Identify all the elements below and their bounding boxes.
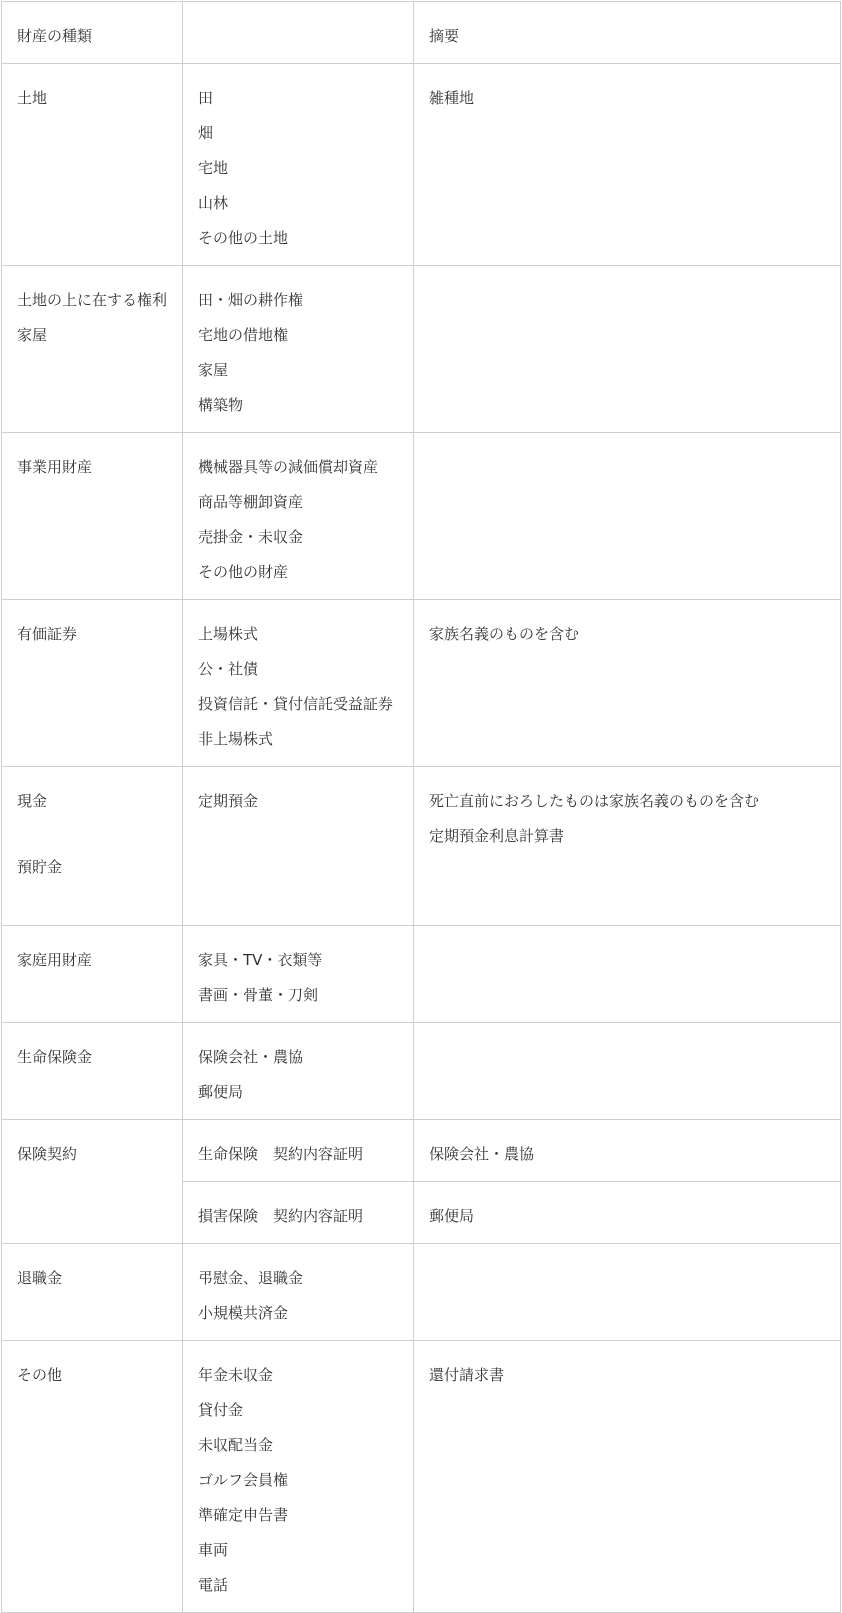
table-row	[2, 1023, 841, 1120]
table-row	[2, 926, 841, 1023]
notes-cell	[414, 64, 841, 266]
items-cell	[183, 926, 414, 1023]
item-text: その他の財産	[198, 563, 289, 581]
notes-cell	[414, 767, 841, 926]
category-cell: 現金 預貯金	[2, 767, 183, 926]
items-cell	[183, 1182, 414, 1244]
category-cell: 事業用財産	[2, 433, 183, 600]
header-blank	[183, 2, 414, 64]
notes-cell	[414, 926, 841, 1023]
item-text: 構築物	[198, 396, 244, 414]
item-text: 弔慰金、退職金	[198, 1269, 304, 1287]
category-cell: 生命保険金	[2, 1023, 183, 1120]
items-cell	[183, 1244, 414, 1341]
items-cell	[183, 433, 414, 600]
table-row	[2, 600, 841, 767]
note-text: 還付請求書	[429, 1366, 505, 1384]
item-text: 田	[198, 89, 214, 107]
notes-cell	[414, 1341, 841, 1613]
item-text: 貸付金	[198, 1401, 244, 1419]
item-text: 未収配当金	[198, 1436, 274, 1454]
category-cell: 土地の上に在する権利家屋	[2, 266, 183, 433]
items-cell	[183, 600, 414, 767]
item-text: 書画・骨董・刀剣	[198, 986, 319, 1004]
category-cell: その他	[2, 1341, 183, 1613]
items-cell	[183, 1341, 414, 1613]
item-text: 畑	[198, 124, 214, 142]
item-text: 宅地の借地権	[198, 326, 289, 344]
item-text: 宅地	[198, 159, 229, 177]
item-text: 田・畑の耕作権	[198, 291, 304, 309]
items-cell	[183, 767, 414, 926]
table-header-row	[2, 2, 841, 64]
note-text: 保険会社・農協	[429, 1145, 535, 1163]
item-text: 生命保険 契約内容証明	[198, 1145, 364, 1163]
item-text: 定期預金	[198, 792, 259, 810]
note-text: 死亡直前におろしたものは家族名義のものを含む	[429, 792, 760, 810]
item-text: ゴルフ会員権	[198, 1471, 289, 1489]
item-text: 売掛金・未収金	[198, 528, 304, 546]
category-cell: 家庭用財産	[2, 926, 183, 1023]
item-text: 小規模共済金	[198, 1304, 289, 1322]
item-text: 損害保険 契約内容証明	[198, 1207, 364, 1225]
items-cell	[183, 1120, 414, 1182]
table-row	[2, 64, 841, 266]
header-property-type: 財産の種類	[2, 2, 183, 64]
category-cell: 退職金	[2, 1244, 183, 1341]
property-table	[1, 1, 841, 1613]
category-cell: 土地	[2, 64, 183, 266]
table-row	[2, 1341, 841, 1613]
notes-cell	[414, 600, 841, 767]
table-row	[2, 1244, 841, 1341]
header-summary: 摘要	[414, 2, 841, 64]
item-text: 上場株式	[198, 625, 259, 643]
item-text: 山林	[198, 194, 229, 212]
items-cell	[183, 64, 414, 266]
item-text: 商品等棚卸資産	[198, 493, 304, 511]
item-text: 投資信託・貸付信託受益証券	[198, 695, 394, 713]
note-text: 家族名義のものを含む	[429, 625, 580, 643]
note-text: 定期預金利息計算書	[429, 827, 565, 845]
notes-cell	[414, 1244, 841, 1341]
table-row	[2, 433, 841, 600]
notes-cell	[414, 1023, 841, 1120]
item-text: 電話	[198, 1576, 229, 1594]
note-text: 雑種地	[429, 89, 475, 107]
items-cell	[183, 266, 414, 433]
item-text: 家具・TV・衣類等	[198, 951, 323, 969]
item-text: 保険会社・農協	[198, 1048, 304, 1066]
item-text: 公・社債	[198, 660, 259, 678]
notes-cell	[414, 433, 841, 600]
category-cell: 保険契約	[2, 1120, 183, 1244]
item-text: 非上場株式	[198, 730, 274, 748]
table-row	[2, 1120, 841, 1182]
category-cell: 有価証券	[2, 600, 183, 767]
item-text: その他の土地	[198, 229, 289, 247]
item-text: 郵便局	[198, 1083, 244, 1101]
item-text: 年金未収金	[198, 1366, 274, 1384]
note-text: 郵便局	[429, 1207, 475, 1225]
item-text: 車両	[198, 1541, 229, 1559]
items-cell	[183, 1023, 414, 1120]
notes-cell	[414, 1120, 841, 1182]
notes-cell	[414, 266, 841, 433]
notes-cell	[414, 1182, 841, 1244]
item-text: 家屋	[198, 361, 229, 379]
table-row	[2, 767, 841, 926]
item-text: 準確定申告書	[198, 1506, 289, 1524]
table-row	[2, 266, 841, 433]
item-text: 機械器具等の減価償却資産	[198, 458, 379, 476]
